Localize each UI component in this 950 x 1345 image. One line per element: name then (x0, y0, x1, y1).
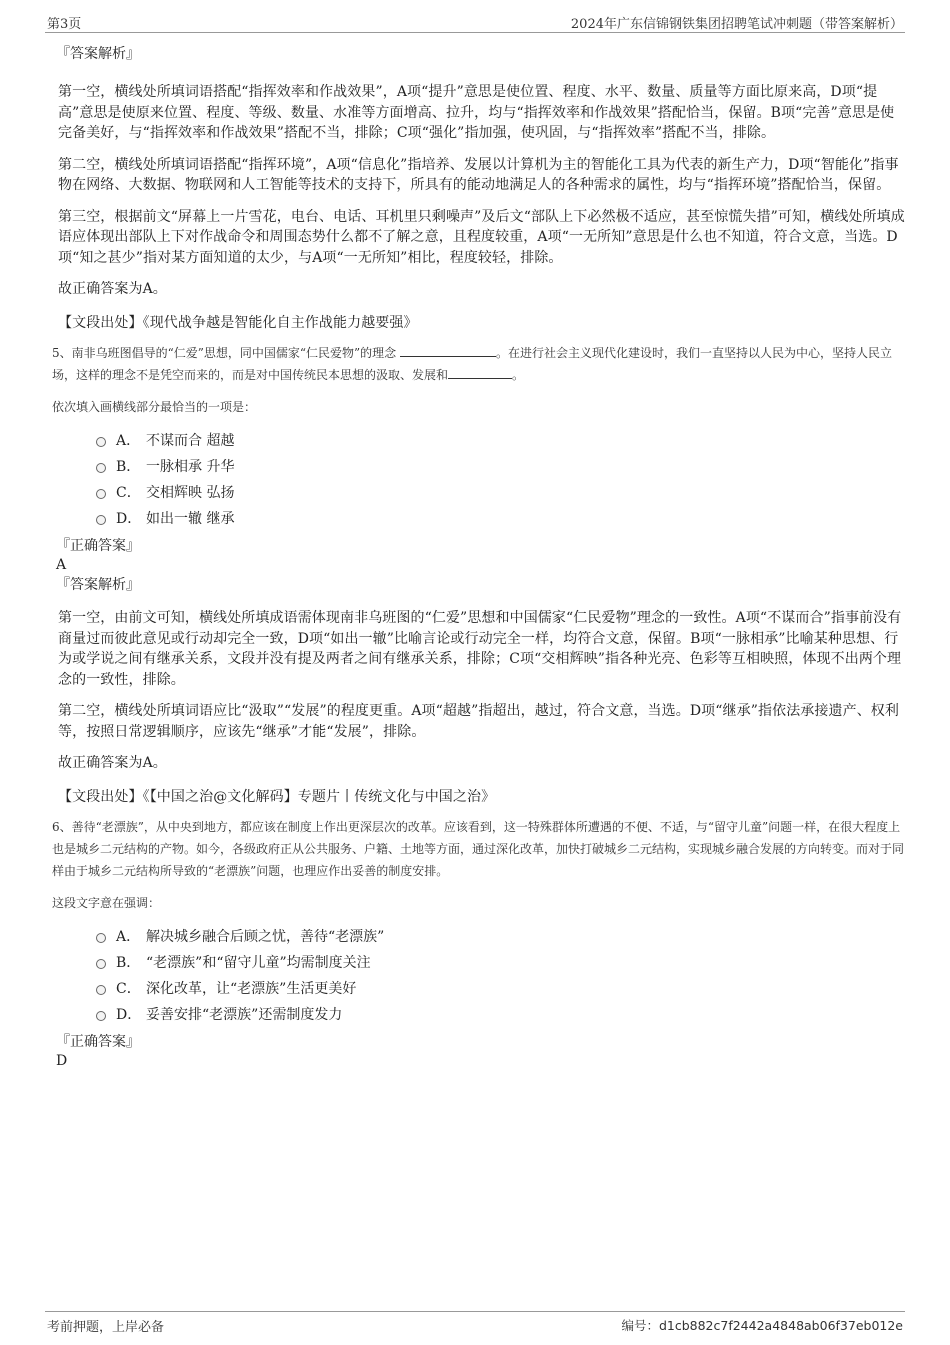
q5-option-b[interactable]: B． 一脉相承 升华 (96, 454, 906, 480)
footer-slogan: 考前押题，上岸必备 (47, 1320, 165, 1335)
q5-analysis-p1: 第一空，由前文可知，横线处所填成语需体现南非乌班图的“仁爱”思想和中国儒家“仁民爱物”理念的一致性。A项“不谋而合”指事前没有商量过而彼此意见或行动却完全一致，D项“如出一辙”比喻言论或行动完全一样，均符合文意，保留。B项“一脉相承”比喻某种思想、行为或学说之间有继承关系，文段并没有提及两者之间有继承关系，排除；C项“交相辉映”指各种光亮、色彩等互相映照，体现不出两个理念的一致性，排除。 (58, 610, 902, 688)
page-number: 第3页 (47, 17, 82, 32)
q4-analysis-p1: 第一空，横线处所填词语搭配“指挥效率和作战效果”，A项“提升”意思是使位置、程度、水平、数量、质量等方面比原来高，D项“提高”意思是使原来位置、程度、等级、数量、水准等方面增高、拉升，均与“指挥效率和作战效果”搭配恰当，保留。B项“完善”意思是使完备美好，与“指挥效率和作战效果”搭配不当，排除；C项“强化”指加强，使巩固，与“指挥效率”搭配不当，排除。 (58, 84, 895, 141)
q5-answer: A (56, 557, 67, 573)
q4-analysis-p2: 第二空，横线处所填词语搭配“指挥环境”，A项“信息化”指培养、发展以计算机为主的智能化工具为代表的新生产力，D项“智能化”指事物在网络、大数据、物联网和人工智能等技术的支持下，所具有的能动地满足人的各种需求的属性，均与“指挥环境”搭配恰当，保留。 (58, 156, 899, 193)
q5-stem: 5、南非乌班图倡导的“仁爱”思想，同中国儒家“仁民爱物”的理念 。在进行社会主义现代化建设时，我们一直坚持以人民为中心，坚持人民立场，这样的理念不是凭空而来的，而是对中国传统民本思想的汲取、发展和 。 (52, 346, 893, 382)
q4-conclusion: 故正确答案为A。 (58, 281, 167, 297)
radio-icon[interactable] (96, 1011, 106, 1021)
q4-source: 【文段出处】《现代战争越是智能化自主作战能力越要强》 (58, 314, 418, 331)
document-title: 2024年广东信锦钢铁集团招聘笔试冲刺题（带答案解析） (570, 17, 903, 32)
page-footer (45, 1311, 905, 1334)
q6-option-b[interactable]: B． “老漂族”和“留守儿童”均需制度关注 (96, 950, 906, 976)
radio-icon[interactable] (96, 515, 106, 525)
q6-stem: 6、善待“老漂族”，从中央到地方，都应该在制度上作出更深层次的改革。应该看到，这一特殊群体所遭遇的不便、不适，与“留守儿童”问题一样，在很大程度上也是城乡二元结构的产物。如今，各级政府正从公共服务、户籍、土地等方面，通过深化改革，加快打破城乡二元结构，实现城乡融合发展的方向转变。而对于同样由于城乡二元结构所导致的“老漂族”问题，也理应作出妥善的制度安排。 (52, 820, 905, 878)
radio-icon[interactable] (96, 437, 106, 447)
q5-source: 【文段出处】《【中国之治@文化解码】专题片丨传统文化与中国之治》 (58, 788, 496, 805)
q5-options (96, 428, 906, 532)
q5-conclusion: 故正确答案为A。 (58, 755, 167, 771)
q4-analysis-tag: 『答案解析』 (56, 46, 140, 62)
q6-answer-tag: 『正确答案』 (56, 1034, 140, 1050)
q6-prompt: 这段文字意在强调： (52, 896, 161, 910)
document-code: 编号：d1cb882c7f2442a4848ab06f37eb012e (621, 1318, 903, 1333)
q6-option-d[interactable]: D． 妥善安排“老漂族”还需制度发力 (96, 1002, 906, 1028)
page-content (52, 44, 906, 1079)
q5-prompt: 依次填入画横线部分最恰当的一项是： (52, 400, 257, 414)
q5-analysis-tag: 『答案解析』 (56, 577, 140, 593)
q5-answer-tag: 『正确答案』 (56, 538, 140, 554)
q5-analysis-p2: 第二空，横线处所填词语应比“汲取”“发展”的程度更重。A项“超越”指超出，越过，符合文意，当选。D项“继承”指依法承接遗产、权利等，按照日常逻辑顺序，应该先“继承”才能“发展”，排除。 (58, 703, 899, 740)
q6-options (96, 924, 906, 1028)
radio-icon[interactable] (96, 489, 106, 499)
q6-answer: D (56, 1053, 68, 1069)
radio-icon[interactable] (96, 463, 106, 473)
q4-analysis-p3: 第三空，根据前文“屏幕上一片雪花，电台、电话、耳机里只剩噪声”及后文“部队上下必然极不适应，甚至惊慌失措”可知，横线处所填成语应体现出部队上下对作战命令和周围态势什么都不了解之意，且程度较重，A项“一无所知”意思是什么也不知道，符合文意，当选。D项“知之甚少”指对某方面知道的太少，与A项“一无所知”相比，程度较轻，排除。 (58, 208, 905, 266)
q5-blank-1 (400, 344, 496, 357)
q5-option-a[interactable]: A． 不谋而合 超越 (96, 428, 906, 454)
q5-option-d[interactable]: D． 如出一辙 继承 (96, 506, 906, 532)
q5-blank-2 (448, 366, 512, 379)
radio-icon[interactable] (96, 933, 106, 943)
q6-option-a[interactable]: A． 解决城乡融合后顾之忧，善待“老漂族” (96, 924, 906, 950)
q5-option-c[interactable]: C． 交相辉映 弘扬 (96, 480, 906, 506)
q6-option-c[interactable]: C． 深化改革，让“老漂族”生活更美好 (96, 976, 906, 1002)
radio-icon[interactable] (96, 985, 106, 995)
page-header (45, 10, 905, 33)
radio-icon[interactable] (96, 959, 106, 969)
